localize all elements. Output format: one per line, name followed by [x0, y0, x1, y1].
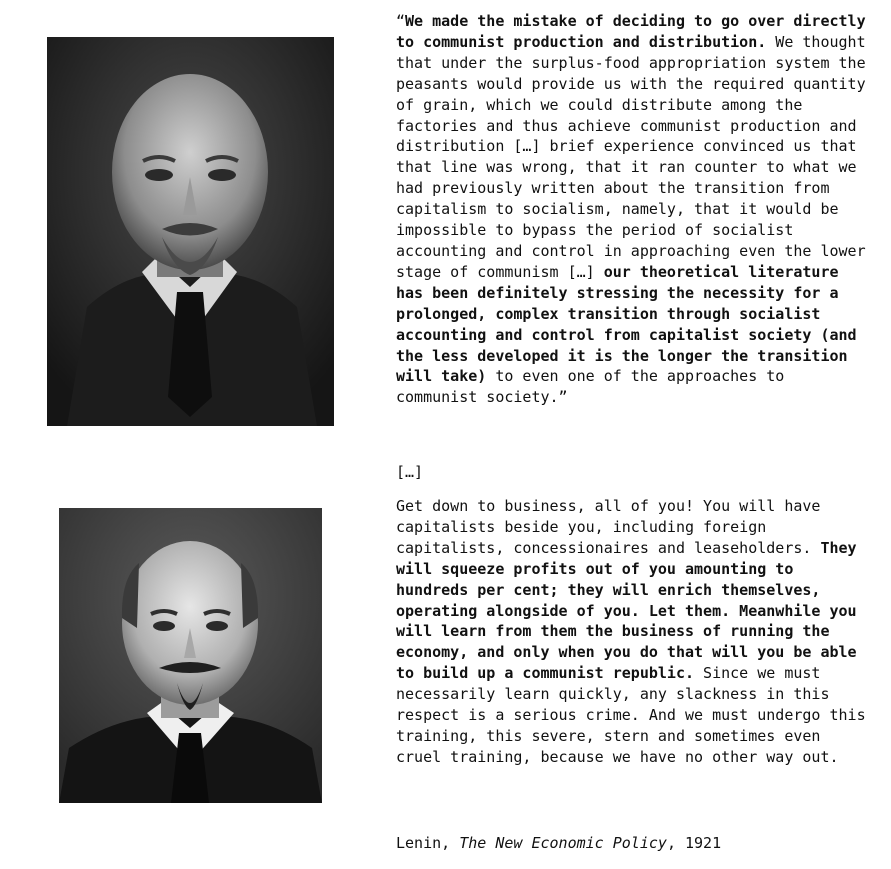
quote-block: [396, 11, 875, 408]
second-bold-1: They will squeeze profits out of you amounting to hundreds per cent; they will enrich themselves, operating alongside of you. Let them. Meanwhile you will learn from them the business of running the economy, and only when you do that will you be able to build up a communist republic.: [396, 538, 866, 683]
portrait-photo-bottom: [59, 508, 322, 803]
open-quote: “: [396, 12, 406, 30]
quote-normal-2: to even one of the approaches to communist society.”: [396, 367, 794, 407]
second-normal-2: Since we must necessarily learn quickly, any slackness in this respect is a serious crime. And we must undergo this training, this severe, stern and sometimes even cruel training, because we have no other way out.: [396, 664, 875, 766]
quote-bold-2: our theoretical literature has been definitely stressing the necessity for a prolonged, complex transition through socialist accounting and control from capitalist society (and the less developed it is the longer the transition will take): [396, 262, 866, 386]
second-quote-block: [396, 496, 875, 768]
portrait-bottom-image: [59, 508, 322, 803]
attribution-author: Lenin,: [396, 834, 460, 852]
ellipsis-separator: […]: [396, 463, 424, 481]
quote-bold-1: We made the mistake of deciding to go over directly to communist production and distribution.: [396, 12, 875, 51]
quote-normal-1: We thought that under the surplus-food appropriation system the peasants would provide us with the required quantity of grain, which we could distribute among the factories and thus achieve communist production and distribution […] brief experience convinced us that that line was wrong, that it ran counter to what we had previously written about the transition from capitalism to socialism, namely, that it would be impossible to bypass the period of socialist accounting and control in approaching even the lower stage of communism […]: [396, 32, 875, 281]
attribution-work-title: The New Economic Policy: [459, 834, 667, 852]
second-normal-1: Get down to business, all of you! You will have capitalists beside you, including foreign capitalists, concessionaires and leaseholders.: [396, 497, 830, 557]
portrait-photo-top: [47, 37, 334, 426]
attribution: [396, 833, 866, 854]
attribution-year: , 1921: [666, 834, 722, 852]
portrait-top-image: [47, 37, 334, 426]
